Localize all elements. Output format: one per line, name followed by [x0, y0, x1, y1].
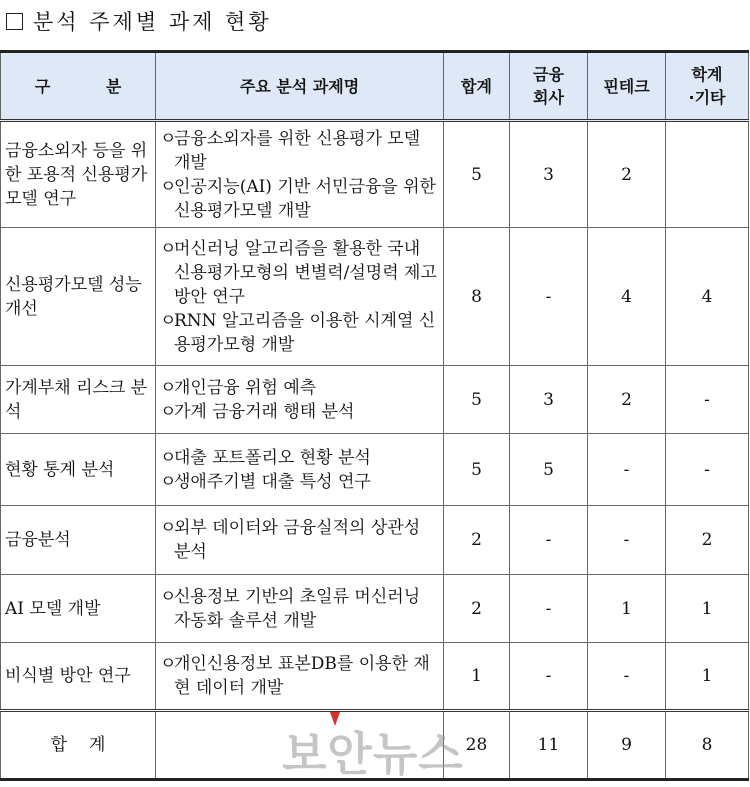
project-item: ㅇ신용정보 기반의 초일류 머신러닝 자동화 솔루션 개발 — [160, 586, 421, 631]
row-category: 신용평가모델 성능 개선 — [1, 228, 156, 366]
row-fintech: - — [588, 643, 666, 711]
totals-row — [1, 711, 749, 780]
table-row — [1, 121, 749, 228]
totals-total: 28 — [444, 711, 510, 780]
header-academia: 학계 ·기타 — [666, 52, 749, 121]
row-finance: 3 — [510, 366, 588, 434]
row-projects — [156, 575, 444, 643]
project-item: ㅇ머신러닝 알고리즘을 활용한 국내 신용평가모형의 변별력/설명력 제고 방안 연구 — [160, 238, 437, 307]
row-total: 5 — [444, 366, 510, 434]
watermark-logo: 보안뉴스 — [282, 727, 464, 781]
row-academia: 1 — [666, 643, 749, 711]
row-total: 2 — [444, 575, 510, 643]
project-item: ㅇ가계 금융거래 행태 분석 — [160, 401, 355, 422]
row-fintech: 1 — [588, 575, 666, 643]
row-category: 현황 통계 분석 — [1, 434, 156, 506]
section-title: 분석 주제별 과제 현황 — [33, 10, 272, 34]
row-projects — [156, 643, 444, 711]
row-academia: 4 — [666, 228, 749, 366]
row-category: 금융소외자 등을 위한 포용적 신용평가 모델 연구 — [1, 121, 156, 228]
totals-academia: 8 — [666, 711, 749, 780]
header-total: 합계 — [444, 52, 510, 121]
project-item: ㅇ외부 데이터와 금융실적의 상관성 분석 — [160, 518, 421, 562]
project-item: ㅇ생애주기별 대출 특성 연구 — [160, 471, 371, 492]
project-item: ㅇ개인신용정보 표본DB를 이용한 재현 데이터 개발 — [160, 654, 430, 698]
row-projects — [156, 506, 444, 575]
table-row — [1, 575, 749, 643]
table-row — [1, 228, 749, 366]
row-finance: 5 — [510, 434, 588, 506]
section-heading — [6, 6, 272, 36]
totals-blank — [156, 711, 444, 780]
totals-finance: 11 — [510, 711, 588, 780]
row-fintech: - — [588, 506, 666, 575]
row-fintech: - — [588, 434, 666, 506]
row-fintech: 2 — [588, 366, 666, 434]
row-academia: 1 — [666, 575, 749, 643]
row-total: 5 — [444, 121, 510, 228]
header-category: 구 분 — [1, 52, 156, 121]
header-fintech: 핀테크 — [588, 52, 666, 121]
row-fintech: 2 — [588, 121, 666, 228]
row-finance: - — [510, 506, 588, 575]
row-finance: - — [510, 228, 588, 366]
row-academia: 2 — [666, 506, 749, 575]
header-finance: 금융 회사 — [510, 52, 588, 121]
table-row — [1, 366, 749, 434]
row-academia — [666, 121, 749, 228]
table-row — [1, 506, 749, 575]
totals-fintech: 9 — [588, 711, 666, 780]
project-item: ㅇRNN 알고리즘을 이용한 시계열 신용평가모형 개발 — [160, 310, 436, 355]
row-projects — [156, 434, 444, 506]
project-item: ㅇ금융소외자를 위한 신용평가 모델 개발 — [160, 128, 421, 173]
row-projects — [156, 121, 444, 228]
project-item: ㅇ개인금융 위험 예측 — [160, 377, 317, 398]
row-finance: 3 — [510, 121, 588, 228]
table-row — [1, 643, 749, 711]
row-total: 1 — [444, 643, 510, 711]
row-category: AI 모델 개발 — [1, 575, 156, 643]
row-total: 8 — [444, 228, 510, 366]
row-academia: - — [666, 434, 749, 506]
row-category: 금융분석 — [1, 506, 156, 575]
row-total: 5 — [444, 434, 510, 506]
totals-label: 합계 — [1, 711, 156, 780]
row-category: 가계부채 리스크 분석 — [1, 366, 156, 434]
table-row — [1, 434, 749, 506]
row-academia: - — [666, 366, 749, 434]
header-project: 주요 분석 과제명 — [156, 52, 444, 121]
row-fintech: 4 — [588, 228, 666, 366]
row-finance: - — [510, 643, 588, 711]
row-finance: - — [510, 575, 588, 643]
row-projects — [156, 228, 444, 366]
project-status-table — [0, 50, 749, 781]
row-projects — [156, 366, 444, 434]
row-total: 2 — [444, 506, 510, 575]
row-category: 비식별 방안 연구 — [1, 643, 156, 711]
project-item: ㅇ대출 포트폴리오 현황 분석 — [160, 447, 371, 468]
project-item: ㅇ인공지능(AI) 기반 서민금융을 위한 신용평가모델 개발 — [160, 176, 436, 221]
checkbox-icon — [6, 13, 23, 30]
